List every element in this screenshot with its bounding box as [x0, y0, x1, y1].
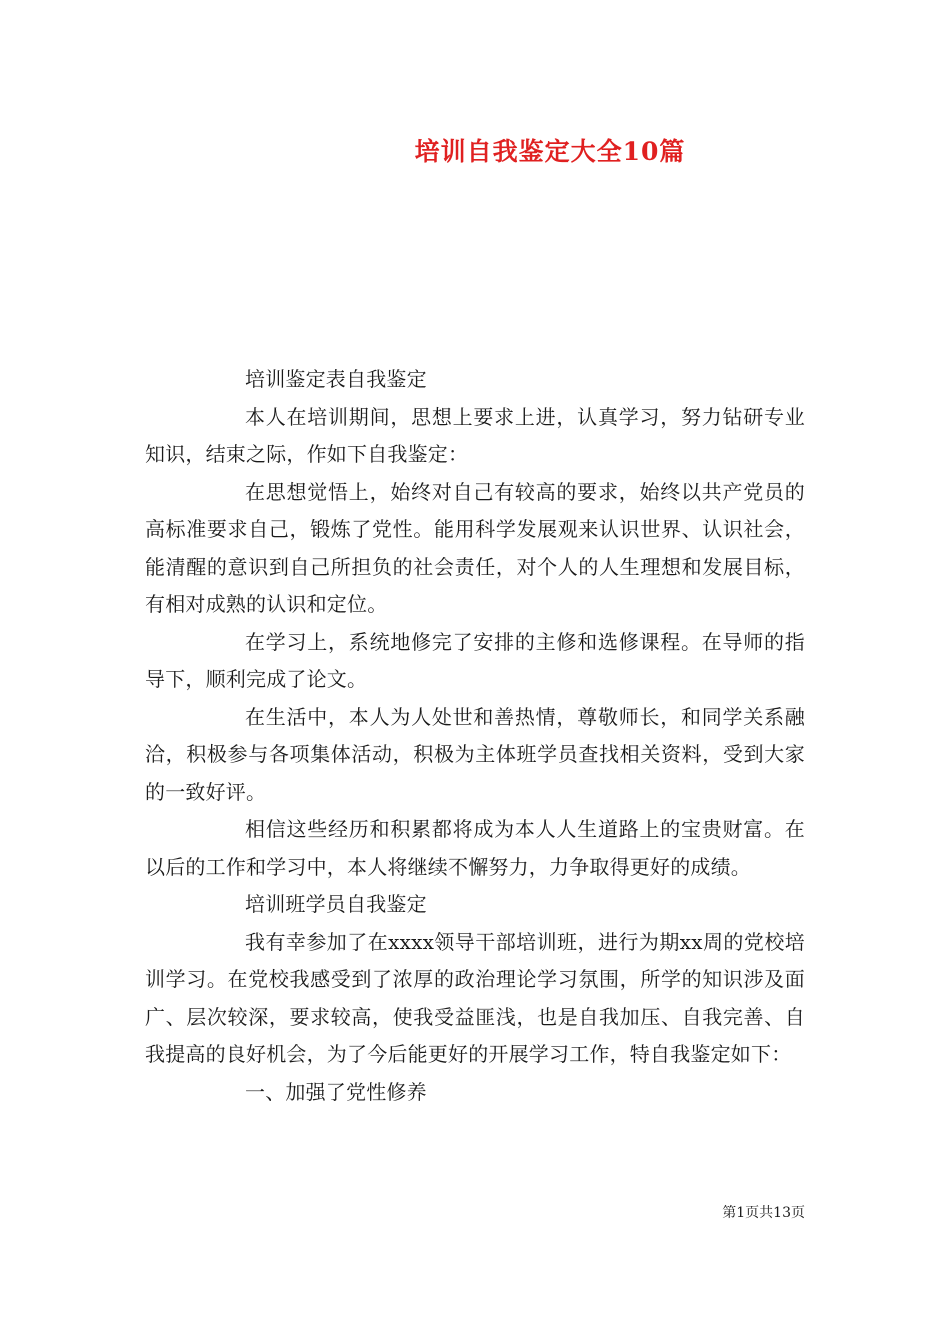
section-heading: 培训鉴定表自我鉴定: [245, 367, 427, 391]
subsection-heading: 一、加强了党性修养: [245, 1079, 427, 1104]
paragraph: 在思想觉悟上，始终对自己有较高的要求，始终以共产党员的高标准要求自己，锻炼了党性。能用科学发展观来认识世界、认识社会，能清醒的意识到自己所担负的社会责任，对个人的人生理想和发展目标，有相对成熟的认识和定位。: [145, 479, 805, 616]
section-heading: 培训班学员自我鉴定: [245, 892, 427, 916]
paragraph: 本人在培训期间，思想上要求上进，认真学习，努力钻研专业知识，结束之际，作如下自我鉴定：: [145, 404, 805, 466]
document-title: 培训自我鉴定大全10篇: [414, 137, 686, 166]
paragraph: 相信这些经历和积累都将成为本人人生道路上的宝贵财富。在以后的工作和学习中，本人将继续不懈努力，力争取得更好的成绩。: [145, 817, 805, 879]
document-body: [145, 361, 805, 1111]
paragraph: 在生活中，本人为人处世和善热情，尊敬师长，和同学关系融洽，积极参与各项集体活动，积极为主体班学员查找相关资料，受到大家的一致好评。: [145, 704, 805, 804]
paragraph: 我有幸参加了在xxxx领导干部培训班，进行为期xx周的党校培训学习。在党校我感受到了浓厚的政治理论学习氛围，所学的知识涉及面广、层次较深，要求较高，使我受益匪浅，也是自我加压、自我完善、自我提高的良好机会，为了今后能更好的开展学习工作，特自我鉴定如下：: [145, 929, 805, 1066]
paragraph: 在学习上，系统地修完了安排的主修和选修课程。在导师的指导下，顺利完成了论文。: [145, 629, 805, 691]
page-number: 第1页共13页: [722, 1205, 805, 1221]
